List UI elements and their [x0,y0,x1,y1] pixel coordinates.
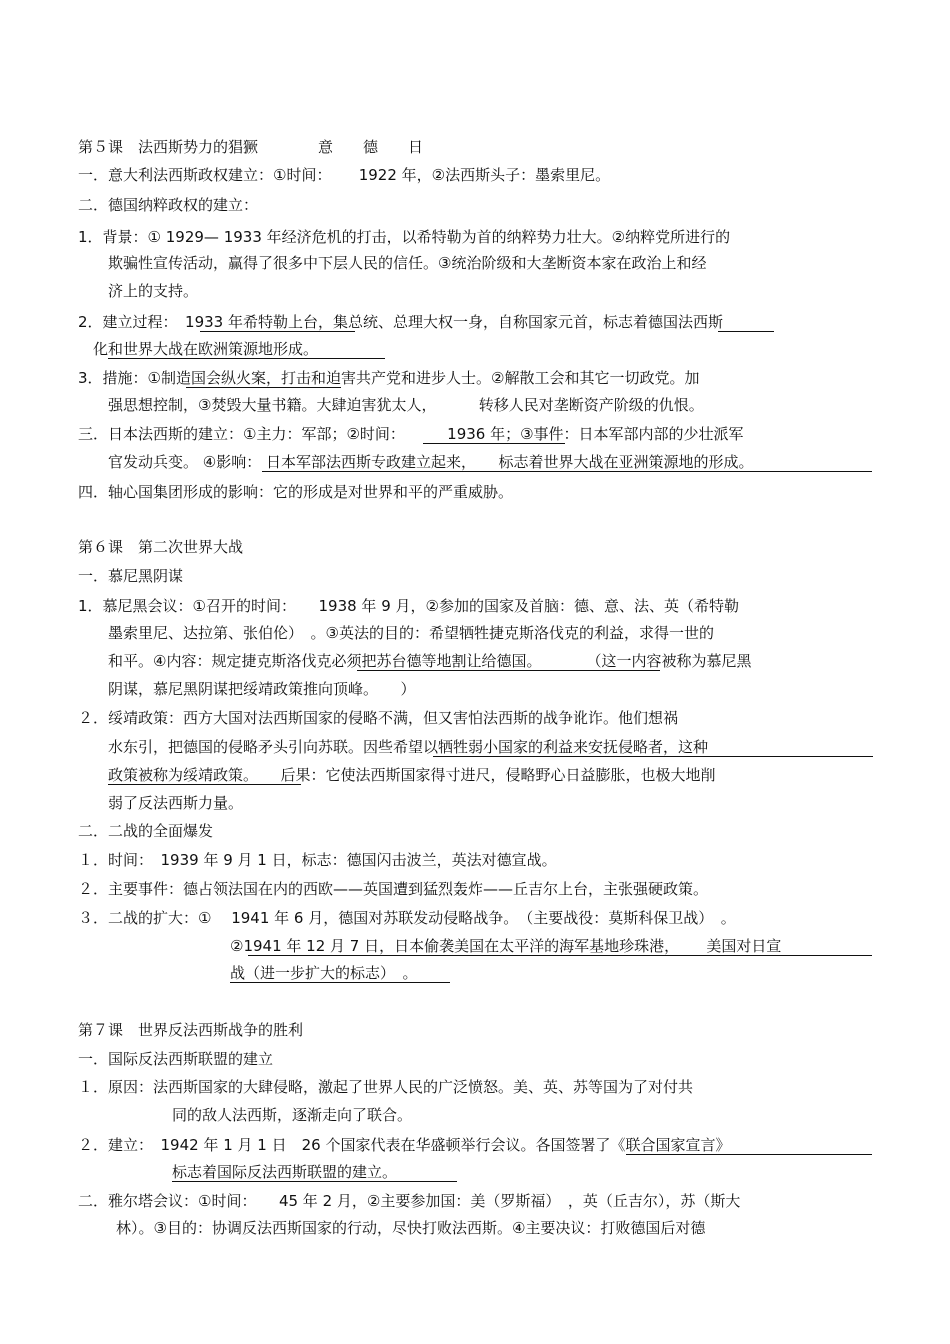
text-line: 一．慕尼黑阴谋 [78,567,184,585]
text-line: １．时间： 1939 年 9 月 1 日，标志：德国闪击波兰，英法对德宣战。 [78,851,557,869]
lesson6-title: 第６课 第二次世界大战 [78,538,244,556]
text-line: 一．意大利法西斯政权建立：①时间： 1922 年，②法西斯头子：墨索里尼。 [78,166,611,184]
text-line: 和平。④内容：规定捷克斯洛伐克必须把苏台德等地割让给德国。 （这一内容被称为慕尼黑 [108,652,752,670]
answer-underline [230,982,450,983]
text-line: 林）。③目的：协调反法西斯国家的行动，尽快打败法西斯。④主要决议：打败德国后对德 [116,1219,706,1237]
text-line: 政策被称为绥靖政策。 后果：它使法西斯国家得寸进尺，侵略野心日益膨胀，也极大地削 [108,766,716,784]
text-line: ２．绥靖政策：西方大国对法西斯国家的侵略不满，但又害怕法西斯的战争讹诈。他们想祸 [78,709,679,727]
answer-underline [186,387,341,388]
answer-underline [423,443,565,444]
text-line: 1．慕尼黑会议：①召开的时间： 1938 年 9 月，②参加的国家及首脑：德、意、法、英（希特勒 [78,597,739,615]
text-line: 四．轴心国集团形成的影响：它的形成是对世界和平的严重威胁。 [78,483,514,501]
text-line: 2．建立过程： 1933 年希特勒上台，集总统、总理大权一身，自称国家元首，标志着德国法西斯 [78,313,723,331]
text-line: 官发动兵变。 ④影响： 日本军部法西斯专政建立起来， 标志着世界大战在亚洲策源地的形成。 [108,453,754,471]
text-line: 二．雅尔塔会议：①时间： 45 年 2 月，②主要参加国：美（罗斯福） ，英（丘吉尔），苏（斯大 [78,1192,741,1210]
text-line: ２．建立： 1942 年 1 月 1 日 26 个国家代表在华盛顿举行会议。各国签署了《联合国家宣言》 [78,1136,731,1154]
answer-underline [172,1181,457,1182]
text-line: ２．主要事件：德占领法国在内的西欧——英国遭到猛烈轰炸——丘吉尔上台，主张强硬政策。 [78,880,709,898]
text-line: 欺骗性宣传活动，赢得了很多中下层人民的信任。③统治阶级和大垄断资本家在政治上和经 [108,254,707,272]
answer-underline [108,358,385,359]
text-line: 3．措施：①制造国会纵火案，打击和迫害共产党和进步人士。②解散工会和其它一切政党。加 [78,369,700,387]
lesson5-title: 第５课 法西斯势力的猖獗 意 德 日 [78,138,424,156]
text-line: 同的敌人法西斯，逐渐走向了联合。 [172,1106,413,1124]
text-line: 一．国际反法西斯联盟的建立 [78,1050,274,1068]
text-line: 1．背景：① 1929— 1933 年经济危机的打击，以希特勒为首的纳粹势力壮大。②纳粹党所进行的 [78,228,731,246]
text-line: 阴谋，慕尼黑阴谋把绥靖政策推向顶峰。 ） [108,680,416,698]
answer-underline [248,955,872,956]
text-line: ３．二战的扩大：① 1941 年 6 月，德国对苏联发动侵略战争。 （主要战役：莫斯科保卫战） 。 [78,909,736,927]
text-line: 战（进一步扩大的标志） 。 [230,964,418,982]
answer-underline [108,784,301,785]
text-line: 墨索里尼、达拉第、张伯伦） 。③英法的目的：希望牺牲捷克斯洛伐克的利益，求得一世的 [108,624,714,642]
lesson7-title: 第７课 世界反法西斯战争的胜利 [78,1021,304,1039]
answer-underline [262,471,872,472]
answer-underline [433,756,873,757]
answer-underline [200,331,355,332]
answer-underline [626,1154,872,1155]
text-line: 水东引，把德国的侵略矛头引向苏联。因些希望以牺牲弱小国家的利益来安抚侵略者，这种 [108,738,709,756]
text-line: 二．二战的全面爆发 [78,822,214,840]
text-line: ②1941 年 12 月 7 日，日本偷袭美国在太平洋的海军基地珍珠港， 美国对日宣 [230,937,782,955]
text-line: 化和世界大战在欧洲策源地形成。 [93,340,319,358]
text-line: 弱了反法西斯力量。 [108,794,244,812]
answer-underline [718,331,774,332]
text-line: １．原因：法西斯国家的大肆侵略，激起了世界人民的广泛愤怒。美、英、苏等国为了对付共 [78,1078,694,1096]
answer-underline [357,670,660,671]
text-line: 二．德国纳粹政权的建立： [78,196,259,214]
text-line: 强思想控制，③焚毁大量书籍。大肆迫害犹太人， 转移人民对垄断资产阶级的仇恨。 [108,396,704,414]
text-line: 标志着国际反法西斯联盟的建立。 [172,1163,398,1181]
text-line: 三．日本法西斯的建立：①主力：军部；②时间： 1936 年；③事件：日本军部内部的少壮派军 [78,425,744,443]
text-line: 济上的支持。 [108,282,199,300]
